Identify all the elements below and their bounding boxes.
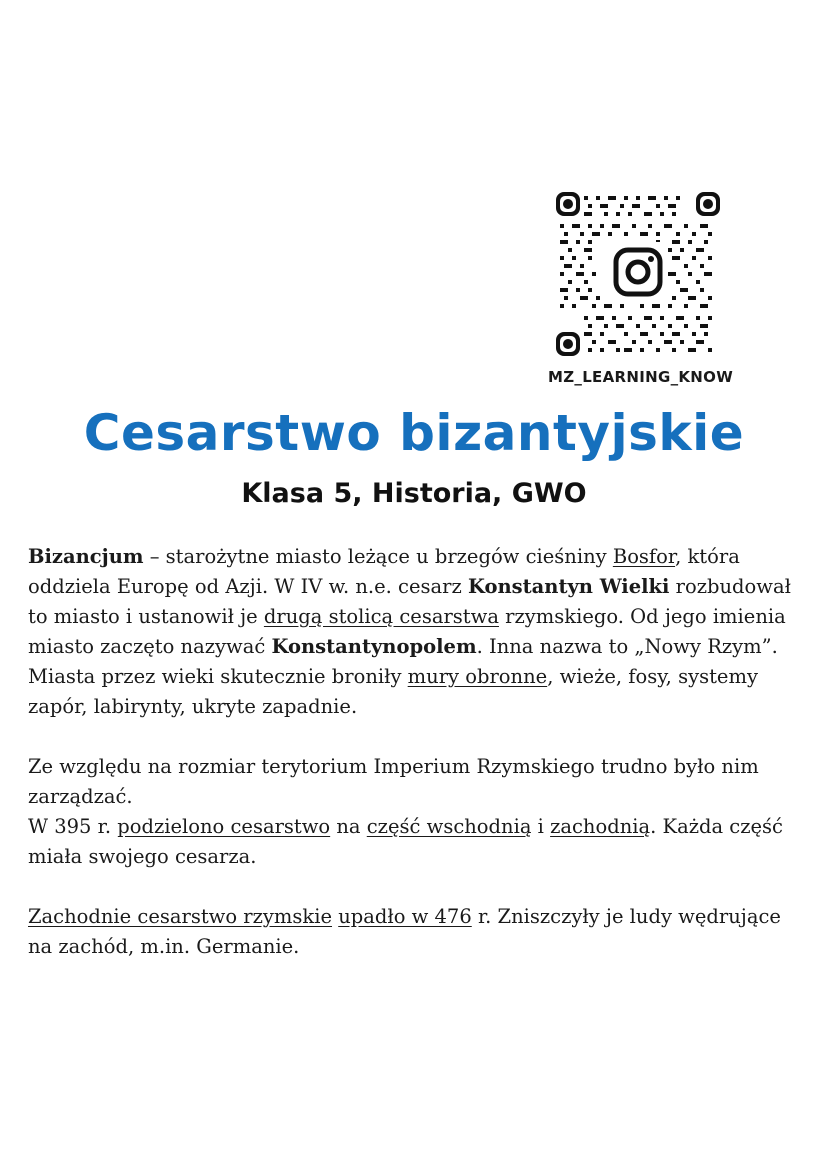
instagram-icon — [608, 242, 668, 302]
text-fragment: rzymskiego. Od jego imienia miasto zaczęto nazywać — [28, 605, 786, 658]
paragraph-terytorium: Ze względu na rozmiar terytorium Imperium Rzymskiego trudno było nim zarządzać. — [28, 755, 759, 808]
text-fragment: r. Zniszczyły je ludy wędrujące na zachód, m.in. Germanie. — [28, 905, 781, 958]
underlined-zachodnie: Zachodnie cesarstwo rzymskie — [28, 905, 333, 928]
document-body — [28, 542, 808, 962]
text-fragment: . Inna nazwa to „Nowy Rzym”. — [476, 635, 778, 658]
text-fragment: , wieże, fosy, systemy zapór, labirynty, ukryte zapadnie. — [28, 665, 758, 718]
paragraph-bizancjum — [28, 542, 808, 662]
text-fragment: na — [330, 815, 367, 838]
underlined-upadlo: upadło w 476 — [338, 905, 472, 928]
underlined-podzielono: podzielono cesarstwo — [117, 815, 331, 838]
text-fragment: W 395 r. — [28, 815, 118, 838]
qr-block — [548, 190, 734, 386]
text-fragment: i — [531, 815, 551, 838]
paragraph-podzial — [28, 812, 808, 872]
term-bizancjum: Bizancjum — [28, 545, 144, 568]
qr-finder-bottom-left — [556, 332, 580, 356]
underlined-wschodnia: część wschodnią — [366, 815, 532, 838]
page-title: Cesarstwo bizantyjskie — [83, 404, 745, 462]
paragraph-mury — [28, 662, 808, 722]
text-fragment: – starożytne miasto leżące u brzegów cieśniny — [143, 545, 613, 568]
paragraph-gap — [28, 872, 808, 902]
term-konstantyn: Konstantyn Wielki — [467, 575, 670, 598]
underlined-stolica: drugą stolicą cesarstwa — [263, 605, 499, 628]
text-fragment: , która oddziela Europę od Azji. W IV w. n.e. cesarz — [28, 545, 740, 598]
qr-code — [554, 190, 722, 358]
text-fragment: . Każda część miała swojego cesarza. — [28, 815, 783, 868]
paragraph-gap — [28, 722, 808, 752]
text-fragment: rozbudował to miasto i ustanowił je — [28, 575, 791, 628]
text-fragment: Miasta przez wieki skutecznie broniły — [28, 665, 408, 688]
underlined-zachodnia: zachodnią — [550, 815, 651, 838]
term-konstantynopol: Konstantynopolem — [271, 635, 477, 658]
qr-finder-top-left — [556, 192, 580, 216]
paragraph-upadek — [28, 902, 808, 962]
page-subtitle: Klasa 5, Historia, GWO — [241, 478, 587, 509]
qr-finder-top-right — [696, 192, 720, 216]
underlined-bosfor: Bosfor — [612, 545, 676, 568]
qr-handle: MZ_LEARNING_KNOW — [548, 368, 734, 386]
underlined-mury: mury obronne — [407, 665, 548, 688]
